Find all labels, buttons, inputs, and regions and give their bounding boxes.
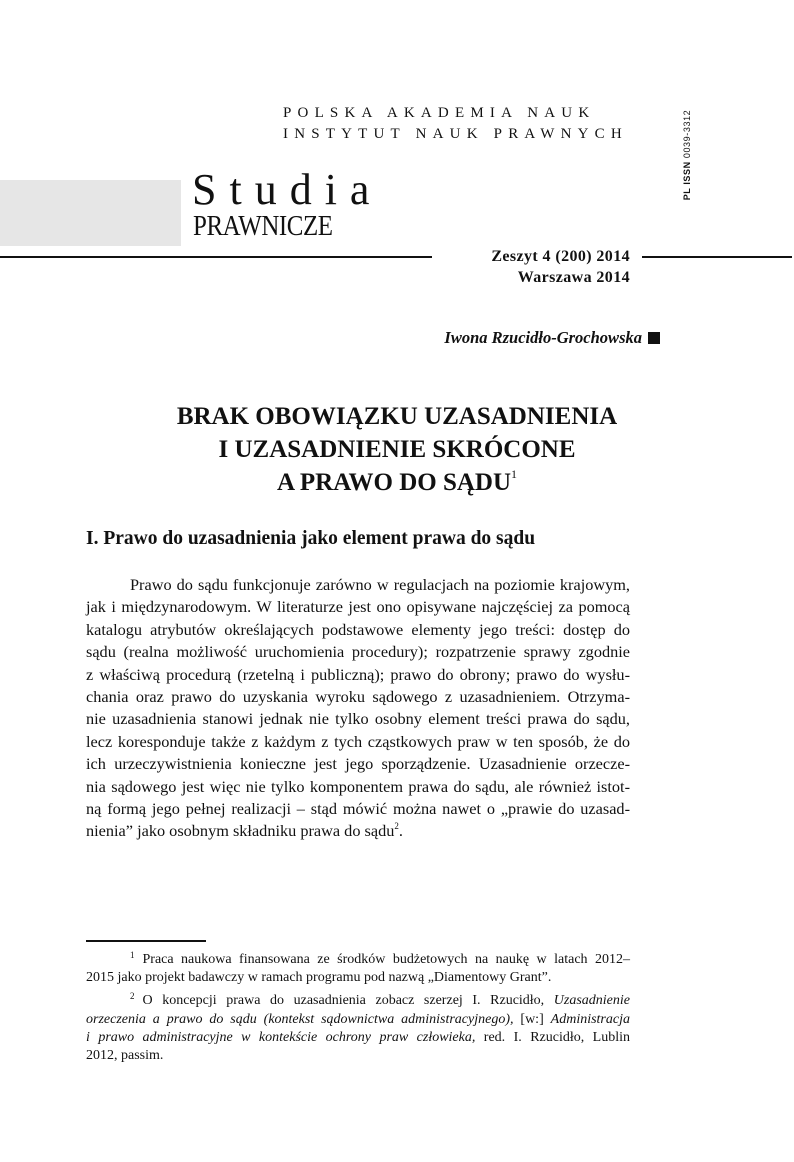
- footnote-2-line-4: 2012, passim.: [86, 1048, 164, 1064]
- footnote-1-line-2: 2015 jako projekt badawczy w ramach programu pod nazwą „Diamentowy Grant”.: [86, 970, 552, 986]
- title-line-1: BRAK OBOWIĄZKU UZASADNIENIA: [176, 403, 618, 430]
- footnote-separator: [86, 940, 206, 942]
- header-rule-left: [0, 256, 432, 258]
- paragraph-end-punct: .: [398, 821, 403, 841]
- paragraph-line: chania oraz prawo do uzyskania wyroku sądowego z uzasadnieniem. Otrzyma-: [86, 687, 630, 707]
- footnote-2-italic-book: i prawo administracyjne w kontekście ochrony praw człowieka,: [86, 1029, 476, 1045]
- footnote-2-mark: 2: [130, 991, 135, 1002]
- footnotes: [86, 946, 630, 1065]
- footnote-2-text: O koncepcji prawa do uzasadnienia zobacz szerzej I. Rzucidło,: [142, 993, 554, 1009]
- issue-place-year: Warszawa 2014: [517, 269, 630, 286]
- paragraph-line: ną formą jego pełnej realizacji – stąd mówić można nawet o „prawie do uzasad-: [86, 799, 630, 819]
- paragraph-line: nia sądowego jest więc nie tylko komponentem prawa do sądu, ale również istot-: [86, 776, 630, 796]
- paragraph-line: nie uzasadnienia stanowi jednak nie tylko osobny element treści prawa do sądu,: [86, 709, 630, 729]
- institution-line-1: POLSKA AKADEMIA NAUK: [283, 105, 596, 121]
- section-heading: I. Prawo do uzasadnienia jako element prawa do sądu: [86, 528, 536, 549]
- footnote-1-mark: 1: [130, 950, 135, 960]
- institution-line-2: INSTYTUT NAUK PRAWNYCH: [283, 126, 628, 142]
- footnote-1-line-1: [86, 946, 630, 969]
- issue-info: [440, 246, 630, 288]
- article-title: [60, 400, 734, 499]
- header-rule-right: [642, 256, 792, 258]
- paragraph-line: sądu (realna możliwość uruchomienia procedury); rozpatrzenie sprawy zgodnie: [86, 642, 630, 662]
- paragraph-line: jak i międzynarodowym. W literaturze jest ono opisywane najczęściej za pomocą: [86, 597, 630, 617]
- issn-prefix: PL ISSN: [682, 161, 692, 201]
- paragraph-last-line: [86, 820, 630, 842]
- paragraph-line: z właściwą procedurą (rzetelną i publiczną); prawo do obrony; prawo do wysłu-: [86, 664, 630, 684]
- square-bullet-icon: [648, 332, 660, 344]
- institution-header: [283, 103, 628, 145]
- footnote-2-line-3: [86, 1029, 630, 1047]
- body-paragraph: [86, 574, 630, 843]
- footnote-2-line-2: [86, 1011, 630, 1029]
- footnote-2-italic-book: Administracja: [550, 1011, 630, 1027]
- title-line-2: I UZASADNIENIE SKRÓCONE: [218, 436, 576, 463]
- issue-number: Zeszyt 4 (200) 2014: [491, 248, 630, 265]
- footnote-2-line-1: [86, 987, 630, 1010]
- paragraph-line: Prawo do sądu funkcjonuje zarówno w regulacjach na poziomie krajowym,: [130, 575, 630, 594]
- paragraph-line: lecz koresponduje także z każdym z tych cząstkowych praw w ten sposób, że do: [86, 731, 630, 751]
- paragraph-line: nienia” jako osobnym składniku prawa do sądu: [86, 821, 395, 841]
- paragraph-line: katalogu atrybutów określających podstawowe elementy jego treści: dostęp do: [86, 619, 630, 639]
- footnote-2-text: [w:]: [513, 1011, 551, 1027]
- footnote-2-italic-title: Uzasadnienie: [553, 993, 630, 1009]
- title-line-3: A PRAWO DO SĄDU: [276, 469, 512, 496]
- author-name: Iwona Rzucidło-Grochowska: [444, 328, 642, 347]
- journal-title-studia: Studia: [192, 165, 383, 214]
- journal-logo-gray-block: [0, 180, 181, 246]
- paragraph-line: ich urzeczywistnienia konieczne jest jego sporządzenie. Uzasadnienie orzecze-: [86, 754, 630, 774]
- journal-title-prawnicze: PRAWNICZE: [193, 210, 333, 242]
- issn-number: 0039-3312: [682, 109, 692, 159]
- footnote-1-text: Praca naukowa finansowana ze środków budżetowych na naukę w latach 2012–: [142, 952, 630, 967]
- footnote-ref-2[interactable]: 2: [394, 821, 399, 832]
- issn-vertical: [672, 100, 702, 210]
- footnote-2-italic-title: orzeczenia a prawo do sądu (kontekst sądownictwa administracyjnego),: [86, 1011, 514, 1027]
- article-author: [330, 328, 660, 348]
- footnote-2-text: red. I. Rzucidło, Lublin: [475, 1029, 630, 1045]
- title-footnote-ref[interactable]: 1: [511, 467, 518, 481]
